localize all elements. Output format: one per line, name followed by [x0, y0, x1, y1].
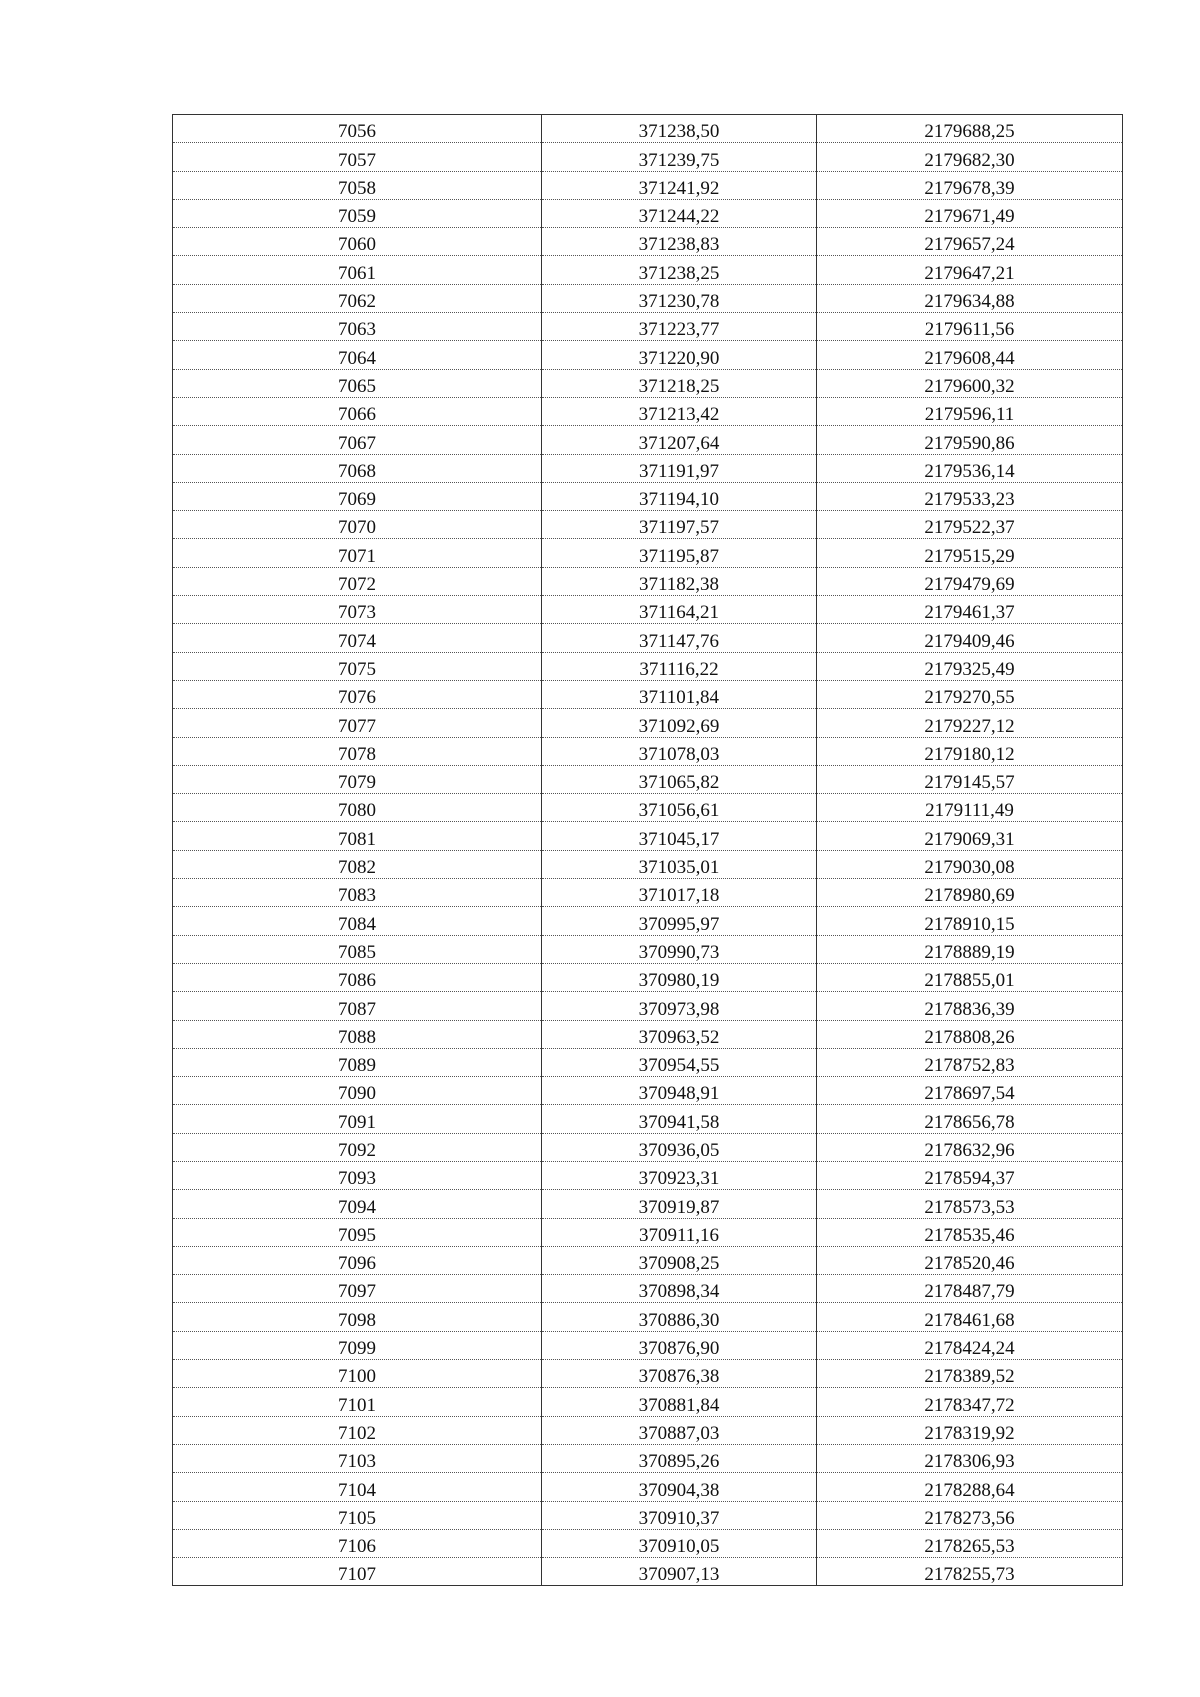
y-coordinate-cell: 2178461,68	[817, 1303, 1123, 1331]
x-coordinate-cell: 371223,77	[542, 313, 817, 341]
point-number-cell: 7071	[173, 539, 542, 567]
y-coordinate-cell: 2179030,08	[817, 850, 1123, 878]
point-number-cell: 7084	[173, 907, 542, 935]
table-row	[173, 850, 1123, 878]
table-row	[173, 115, 1123, 143]
table-row	[173, 1388, 1123, 1416]
y-coordinate-cell: 2179611,56	[817, 313, 1123, 341]
table-row	[173, 1161, 1123, 1189]
x-coordinate-cell: 370973,98	[542, 992, 817, 1020]
table-row	[173, 397, 1123, 425]
x-coordinate-cell: 370907,13	[542, 1558, 817, 1586]
y-coordinate-cell: 2178255,73	[817, 1558, 1123, 1586]
x-coordinate-cell: 371045,17	[542, 822, 817, 850]
table-row	[173, 1133, 1123, 1161]
point-number-cell: 7062	[173, 284, 542, 312]
table-row	[173, 1558, 1123, 1586]
point-number-cell: 7102	[173, 1416, 542, 1444]
point-number-cell: 7075	[173, 652, 542, 680]
x-coordinate-cell: 371116,22	[542, 652, 817, 680]
y-coordinate-cell: 2179608,44	[817, 341, 1123, 369]
y-coordinate-cell: 2179325,49	[817, 652, 1123, 680]
table-row	[173, 454, 1123, 482]
table-row	[173, 963, 1123, 991]
y-coordinate-cell: 2178836,39	[817, 992, 1123, 1020]
y-coordinate-cell: 2179600,32	[817, 369, 1123, 397]
y-coordinate-cell: 2179688,25	[817, 115, 1123, 143]
point-number-cell: 7089	[173, 1048, 542, 1076]
x-coordinate-cell: 371017,18	[542, 879, 817, 907]
y-coordinate-cell: 2178288,64	[817, 1473, 1123, 1501]
y-coordinate-cell: 2179634,88	[817, 284, 1123, 312]
x-coordinate-cell: 370908,25	[542, 1246, 817, 1274]
point-number-cell: 7081	[173, 822, 542, 850]
point-number-cell: 7078	[173, 737, 542, 765]
coordinates-table-body	[173, 115, 1123, 1586]
x-coordinate-cell: 371238,83	[542, 228, 817, 256]
table-row	[173, 737, 1123, 765]
x-coordinate-cell: 371147,76	[542, 624, 817, 652]
x-coordinate-cell: 370904,38	[542, 1473, 817, 1501]
table-row	[173, 1444, 1123, 1472]
table-row	[173, 1416, 1123, 1444]
x-coordinate-cell: 370954,55	[542, 1048, 817, 1076]
point-number-cell: 7088	[173, 1020, 542, 1048]
point-number-cell: 7103	[173, 1444, 542, 1472]
point-number-cell: 7060	[173, 228, 542, 256]
x-coordinate-cell: 370886,30	[542, 1303, 817, 1331]
point-number-cell: 7074	[173, 624, 542, 652]
x-coordinate-cell: 371239,75	[542, 143, 817, 171]
x-coordinate-cell: 371035,01	[542, 850, 817, 878]
table-row	[173, 1360, 1123, 1388]
x-coordinate-cell: 371213,42	[542, 397, 817, 425]
y-coordinate-cell: 2179409,46	[817, 624, 1123, 652]
x-coordinate-cell: 370941,58	[542, 1105, 817, 1133]
point-number-cell: 7098	[173, 1303, 542, 1331]
table-row	[173, 794, 1123, 822]
y-coordinate-cell: 2179647,21	[817, 256, 1123, 284]
y-coordinate-cell: 2179111,49	[817, 794, 1123, 822]
point-number-cell: 7101	[173, 1388, 542, 1416]
y-coordinate-cell: 2178980,69	[817, 879, 1123, 907]
x-coordinate-cell: 370910,37	[542, 1501, 817, 1529]
table-row	[173, 284, 1123, 312]
y-coordinate-cell: 2179590,86	[817, 426, 1123, 454]
point-number-cell: 7059	[173, 199, 542, 227]
table-row	[173, 341, 1123, 369]
y-coordinate-cell: 2179515,29	[817, 539, 1123, 567]
table-row	[173, 1020, 1123, 1048]
x-coordinate-cell: 371197,57	[542, 511, 817, 539]
x-coordinate-cell: 371195,87	[542, 539, 817, 567]
y-coordinate-cell: 2179536,14	[817, 454, 1123, 482]
y-coordinate-cell: 2178520,46	[817, 1246, 1123, 1274]
table-row	[173, 1077, 1123, 1105]
point-number-cell: 7090	[173, 1077, 542, 1105]
point-number-cell: 7057	[173, 143, 542, 171]
y-coordinate-cell: 2179145,57	[817, 765, 1123, 793]
table-row	[173, 624, 1123, 652]
y-coordinate-cell: 2178306,93	[817, 1444, 1123, 1472]
x-coordinate-cell: 370923,31	[542, 1161, 817, 1189]
y-coordinate-cell: 2178389,52	[817, 1360, 1123, 1388]
point-number-cell: 7067	[173, 426, 542, 454]
x-coordinate-cell: 370995,97	[542, 907, 817, 935]
table-row	[173, 822, 1123, 850]
point-number-cell: 7095	[173, 1218, 542, 1246]
y-coordinate-cell: 2178808,26	[817, 1020, 1123, 1048]
point-number-cell: 7104	[173, 1473, 542, 1501]
table-row	[173, 1246, 1123, 1274]
table-row	[173, 709, 1123, 737]
table-row	[173, 1331, 1123, 1359]
x-coordinate-cell: 371230,78	[542, 284, 817, 312]
table-row	[173, 313, 1123, 341]
table-row	[173, 1218, 1123, 1246]
point-number-cell: 7094	[173, 1190, 542, 1218]
x-coordinate-cell: 371101,84	[542, 680, 817, 708]
point-number-cell: 7073	[173, 596, 542, 624]
x-coordinate-cell: 370936,05	[542, 1133, 817, 1161]
table-row	[173, 765, 1123, 793]
x-coordinate-cell: 371218,25	[542, 369, 817, 397]
x-coordinate-cell: 371056,61	[542, 794, 817, 822]
y-coordinate-cell: 2178889,19	[817, 935, 1123, 963]
x-coordinate-cell: 371065,82	[542, 765, 817, 793]
y-coordinate-cell: 2178535,46	[817, 1218, 1123, 1246]
y-coordinate-cell: 2179682,30	[817, 143, 1123, 171]
point-number-cell: 7056	[173, 115, 542, 143]
x-coordinate-cell: 371220,90	[542, 341, 817, 369]
point-number-cell: 7093	[173, 1161, 542, 1189]
point-number-cell: 7107	[173, 1558, 542, 1586]
y-coordinate-cell: 2179533,23	[817, 482, 1123, 510]
x-coordinate-cell: 371194,10	[542, 482, 817, 510]
y-coordinate-cell: 2178632,96	[817, 1133, 1123, 1161]
y-coordinate-cell: 2179479,69	[817, 567, 1123, 595]
table-row	[173, 567, 1123, 595]
point-number-cell: 7097	[173, 1275, 542, 1303]
point-number-cell: 7092	[173, 1133, 542, 1161]
table-row	[173, 1303, 1123, 1331]
x-coordinate-cell: 370876,38	[542, 1360, 817, 1388]
point-number-cell: 7077	[173, 709, 542, 737]
x-coordinate-cell: 370963,52	[542, 1020, 817, 1048]
x-coordinate-cell: 371241,92	[542, 171, 817, 199]
y-coordinate-cell: 2178697,54	[817, 1077, 1123, 1105]
coordinates-table	[172, 114, 1123, 1586]
x-coordinate-cell: 371207,64	[542, 426, 817, 454]
table-row	[173, 992, 1123, 1020]
x-coordinate-cell: 370910,05	[542, 1529, 817, 1557]
y-coordinate-cell: 2178656,78	[817, 1105, 1123, 1133]
x-coordinate-cell: 370990,73	[542, 935, 817, 963]
point-number-cell: 7100	[173, 1360, 542, 1388]
table-row	[173, 935, 1123, 963]
point-number-cell: 7082	[173, 850, 542, 878]
point-number-cell: 7105	[173, 1501, 542, 1529]
y-coordinate-cell: 2179270,55	[817, 680, 1123, 708]
x-coordinate-cell: 370895,26	[542, 1444, 817, 1472]
table-row	[173, 680, 1123, 708]
y-coordinate-cell: 2179657,24	[817, 228, 1123, 256]
point-number-cell: 7072	[173, 567, 542, 595]
x-coordinate-cell: 371191,97	[542, 454, 817, 482]
table-row	[173, 511, 1123, 539]
x-coordinate-cell: 370948,91	[542, 1077, 817, 1105]
y-coordinate-cell: 2178347,72	[817, 1388, 1123, 1416]
point-number-cell: 7086	[173, 963, 542, 991]
point-number-cell: 7085	[173, 935, 542, 963]
x-coordinate-cell: 370911,16	[542, 1218, 817, 1246]
table-row	[173, 1190, 1123, 1218]
y-coordinate-cell: 2178594,37	[817, 1161, 1123, 1189]
y-coordinate-cell: 2179522,37	[817, 511, 1123, 539]
x-coordinate-cell: 371238,50	[542, 115, 817, 143]
table-row	[173, 482, 1123, 510]
point-number-cell: 7058	[173, 171, 542, 199]
x-coordinate-cell: 371244,22	[542, 199, 817, 227]
point-number-cell: 7079	[173, 765, 542, 793]
y-coordinate-cell: 2178487,79	[817, 1275, 1123, 1303]
point-number-cell: 7106	[173, 1529, 542, 1557]
point-number-cell: 7087	[173, 992, 542, 1020]
x-coordinate-cell: 370887,03	[542, 1416, 817, 1444]
point-number-cell: 7099	[173, 1331, 542, 1359]
table-row	[173, 652, 1123, 680]
table-row	[173, 426, 1123, 454]
y-coordinate-cell: 2179180,12	[817, 737, 1123, 765]
point-number-cell: 7096	[173, 1246, 542, 1274]
y-coordinate-cell: 2178573,53	[817, 1190, 1123, 1218]
table-row	[173, 256, 1123, 284]
x-coordinate-cell: 370898,34	[542, 1275, 817, 1303]
table-row	[173, 879, 1123, 907]
x-coordinate-cell: 370881,84	[542, 1388, 817, 1416]
table-row	[173, 1529, 1123, 1557]
y-coordinate-cell: 2179678,39	[817, 171, 1123, 199]
point-number-cell: 7065	[173, 369, 542, 397]
point-number-cell: 7069	[173, 482, 542, 510]
x-coordinate-cell: 370876,90	[542, 1331, 817, 1359]
point-number-cell: 7091	[173, 1105, 542, 1133]
x-coordinate-cell: 370980,19	[542, 963, 817, 991]
x-coordinate-cell: 371078,03	[542, 737, 817, 765]
table-row	[173, 1473, 1123, 1501]
table-row	[173, 1105, 1123, 1133]
table-row	[173, 143, 1123, 171]
point-number-cell: 7070	[173, 511, 542, 539]
y-coordinate-cell: 2179227,12	[817, 709, 1123, 737]
y-coordinate-cell: 2178319,92	[817, 1416, 1123, 1444]
y-coordinate-cell: 2179671,49	[817, 199, 1123, 227]
point-number-cell: 7066	[173, 397, 542, 425]
point-number-cell: 7061	[173, 256, 542, 284]
y-coordinate-cell: 2178910,15	[817, 907, 1123, 935]
table-row	[173, 228, 1123, 256]
table-row	[173, 596, 1123, 624]
y-coordinate-cell: 2179596,11	[817, 397, 1123, 425]
y-coordinate-cell: 2179069,31	[817, 822, 1123, 850]
point-number-cell: 7080	[173, 794, 542, 822]
table-row	[173, 369, 1123, 397]
table-row	[173, 199, 1123, 227]
y-coordinate-cell: 2178265,53	[817, 1529, 1123, 1557]
table-row	[173, 1048, 1123, 1076]
table-row	[173, 539, 1123, 567]
point-number-cell: 7064	[173, 341, 542, 369]
point-number-cell: 7068	[173, 454, 542, 482]
x-coordinate-cell: 371182,38	[542, 567, 817, 595]
y-coordinate-cell: 2178752,83	[817, 1048, 1123, 1076]
x-coordinate-cell: 371164,21	[542, 596, 817, 624]
point-number-cell: 7083	[173, 879, 542, 907]
x-coordinate-cell: 371238,25	[542, 256, 817, 284]
y-coordinate-cell: 2178855,01	[817, 963, 1123, 991]
table-row	[173, 907, 1123, 935]
y-coordinate-cell: 2178424,24	[817, 1331, 1123, 1359]
table-row	[173, 1275, 1123, 1303]
y-coordinate-cell: 2178273,56	[817, 1501, 1123, 1529]
table-row	[173, 1501, 1123, 1529]
y-coordinate-cell: 2179461,37	[817, 596, 1123, 624]
point-number-cell: 7063	[173, 313, 542, 341]
point-number-cell: 7076	[173, 680, 542, 708]
table-row	[173, 171, 1123, 199]
x-coordinate-cell: 371092,69	[542, 709, 817, 737]
x-coordinate-cell: 370919,87	[542, 1190, 817, 1218]
